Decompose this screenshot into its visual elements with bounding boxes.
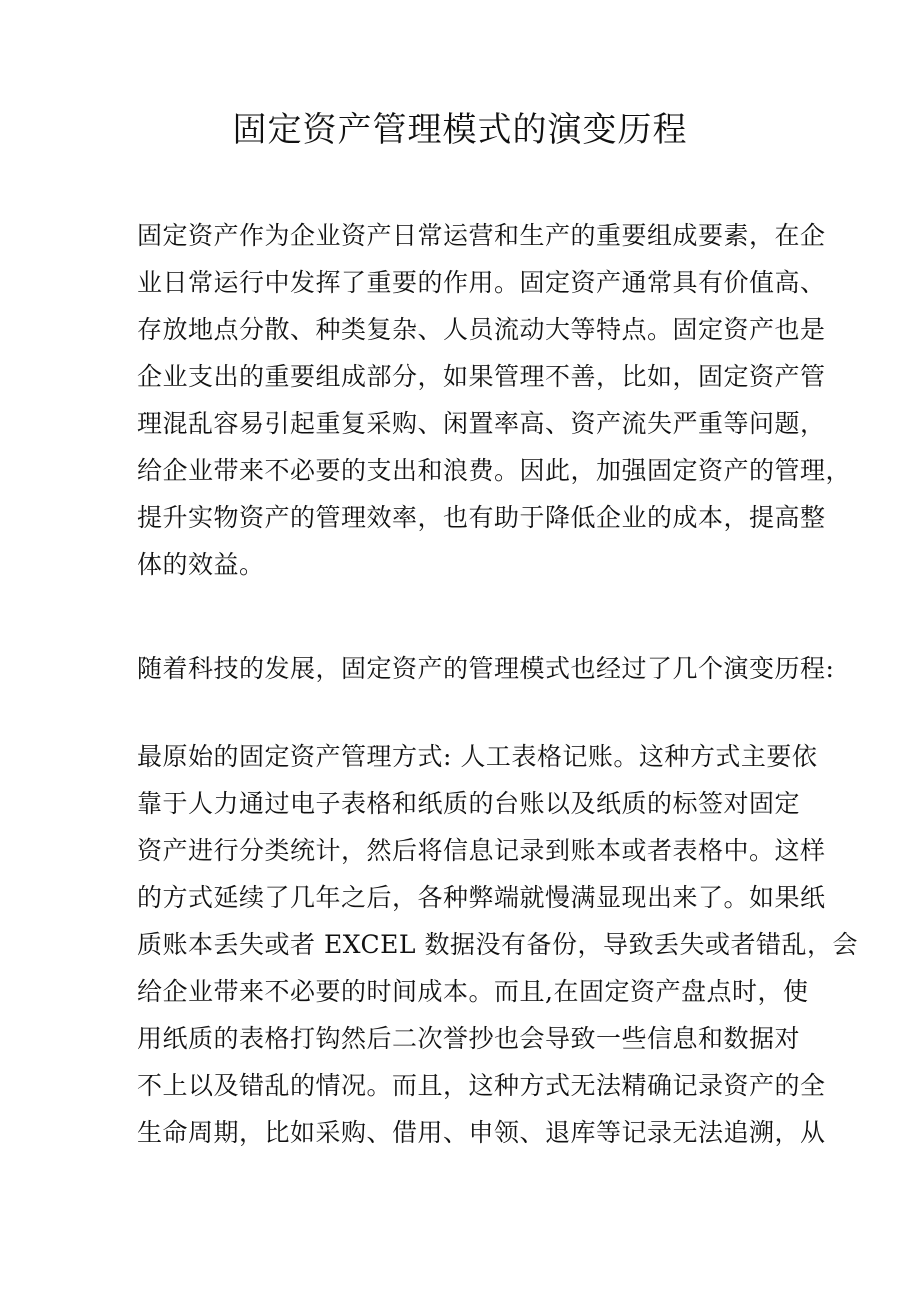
text-line: 用纸质的表格打钩然后二次誉抄也会导致一些信息和数据对 — [137, 1024, 801, 1053]
text-line: 不上以及错乱的情况。而且，这种方式无法精确记录资产的全 — [137, 1071, 826, 1100]
text-line: 体的效益。 — [137, 550, 265, 579]
text-line: 存放地点分散、种类复杂、人员流动大等特点。固定资产也是 — [137, 315, 826, 344]
text-line: 提升实物资产的管理效率，也有助于降低企业的成本，提高整 — [137, 503, 826, 532]
text-line: 理混乱容易引起重复采购、闲置率高、资产流失严重等问题， — [137, 409, 826, 438]
paragraph-manual-method — [137, 733, 858, 1156]
text-line: 随着科技的发展，固定资产的管理模式也经过了几个演变历程: — [137, 654, 835, 683]
text-line: 生命周期，比如采购、借用、申领、退库等记录无法追溯，从 — [137, 1118, 826, 1147]
paragraph-evolution-intro — [137, 645, 835, 692]
text-line: 给企业带来不必要的时间成本。而且,在固定资产盘点时，使 — [137, 977, 809, 1006]
text-line: 靠于人力通过电子表格和纸质的台账以及纸质的标签对固定 — [137, 789, 801, 818]
text-line: 业日常运行中发挥了重要的作用。固定资产通常具有价值高、 — [137, 268, 826, 297]
text-line: 最原始的固定资产管理方式: 人工表格记账。这种方式主要依 — [137, 742, 818, 771]
text-line: 的方式延续了几年之后，各种弊端就慢满显现出来了。如果纸 — [137, 883, 826, 912]
text-line: 企业支出的重要组成部分，如果管理不善，比如，固定资产管 — [137, 362, 826, 391]
text-line: 资产进行分类统计，然后将信息记录到账本或者表格中。这样 — [137, 836, 826, 865]
text-line: 固定资产作为企业资产日常运营和生产的重要组成要素，在企 — [137, 221, 826, 250]
paragraph-intro — [137, 212, 852, 588]
text-line: 给企业带来不必要的支出和浪费。因此，加强固定资产的管理， — [137, 456, 852, 485]
text-line: 质账本丢失或者 EXCEL 数据没有备份，导致丢失或者错乱，会 — [137, 930, 858, 959]
document-title: 固定资产管理模式的演变历程 — [232, 110, 688, 150]
